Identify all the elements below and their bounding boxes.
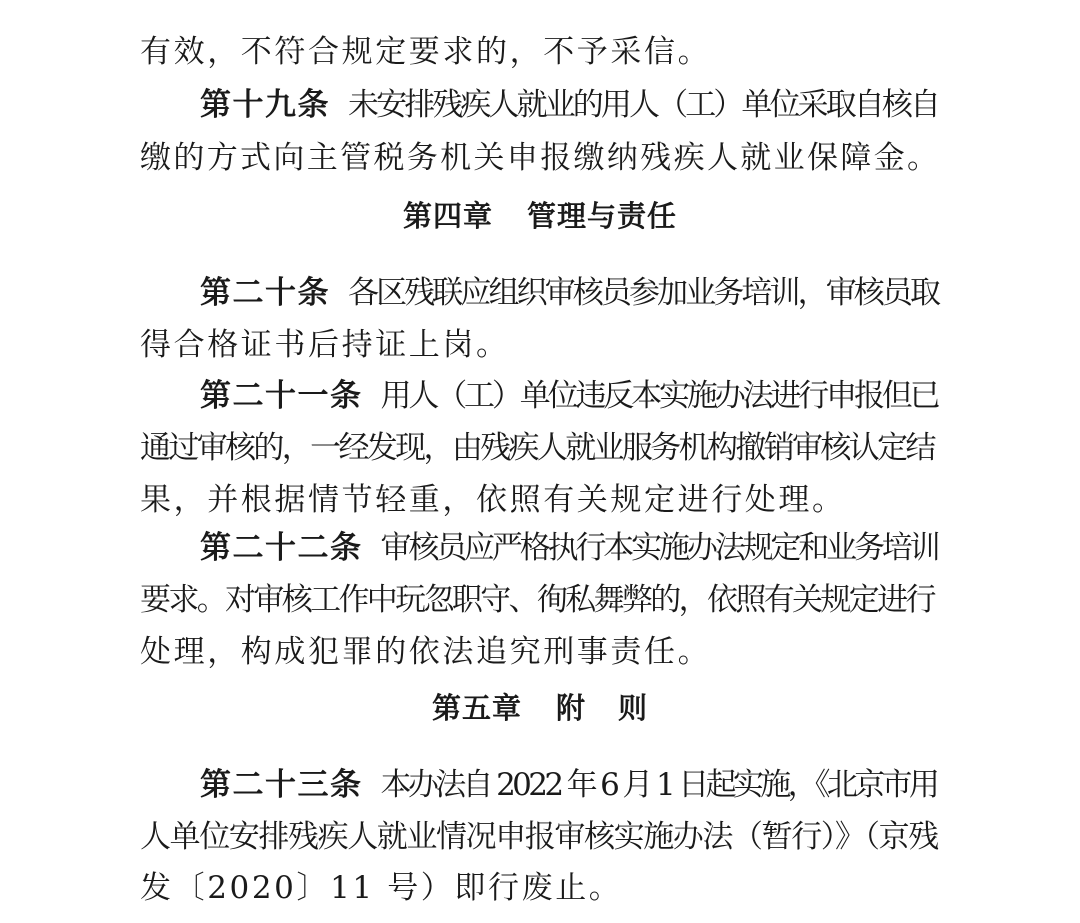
article-22-line-2: 要求。对审核工作中玩忽职守、徇私舞弊的，依照有关规定进行 [140, 582, 934, 618]
article-21-number: 第二十一条 [200, 378, 363, 414]
carry-over-text: 有效，不符合规定要求的，不予采信。 [140, 34, 712, 70]
article-23-line-3: 发〔2020〕11 号）即行废止。 [140, 870, 623, 906]
article-22-line-1 [200, 528, 940, 568]
article-22-number: 第二十二条 [200, 530, 363, 566]
article-20-text-1: 各区残联应组织审核员参加业务培训，审核员取 [348, 275, 939, 311]
article-23-line-2: 人单位安排残疾人就业情况申报审核实施办法（暂行）》（京残 [140, 819, 938, 855]
article-19-line-1 [200, 85, 940, 125]
article-23-number: 第二十三条 [200, 767, 363, 803]
article-22-text-1: 审核员应严格执行本实施办法规定和业务培训 [380, 530, 938, 566]
article-21-line-2: 通过审核的，一经发现，由残疾人就业服务机构撤销审核认定结 [140, 430, 934, 466]
chapter-5-title-part-2: 则 [618, 691, 649, 725]
article-20-number: 第二十条 [200, 275, 330, 311]
chapter-4-number: 第四章 [402, 199, 493, 233]
article-21-text-1: 用人（工）单位违反本实施办法进行申报但已 [380, 378, 938, 414]
chapter-4-heading [0, 196, 1080, 236]
article-21-line-3: 果，并根据情节轻重，依照有关规定进行处理。 [140, 482, 846, 518]
article-21-line-1 [200, 376, 940, 416]
article-23-line-1 [200, 765, 940, 805]
article-19-number: 第十九条 [200, 87, 330, 123]
chapter-5-title-part-1: 附 [555, 691, 586, 725]
article-19-text-1: 未安排残疾人就业的用人（工）单位采取自核自 [348, 87, 939, 123]
chapter-4-title: 管理与责任 [527, 199, 678, 233]
article-20-line-2: 得合格证书后持证上岗。 [140, 327, 510, 363]
chapter-5-number: 第五章 [431, 691, 522, 725]
chapter-5-heading [0, 688, 1080, 728]
article-23-text-1: 本办法自 2022 年 6 月 1 日起实施，《北京市用 [380, 767, 937, 803]
article-20-line-1 [200, 273, 940, 313]
article-19-line-2: 缴的方式向主管税务机关申报缴纳残疾人就业保障金。 [140, 140, 941, 176]
article-22-line-3: 处理，构成犯罪的依法追究刑事责任。 [140, 634, 712, 670]
